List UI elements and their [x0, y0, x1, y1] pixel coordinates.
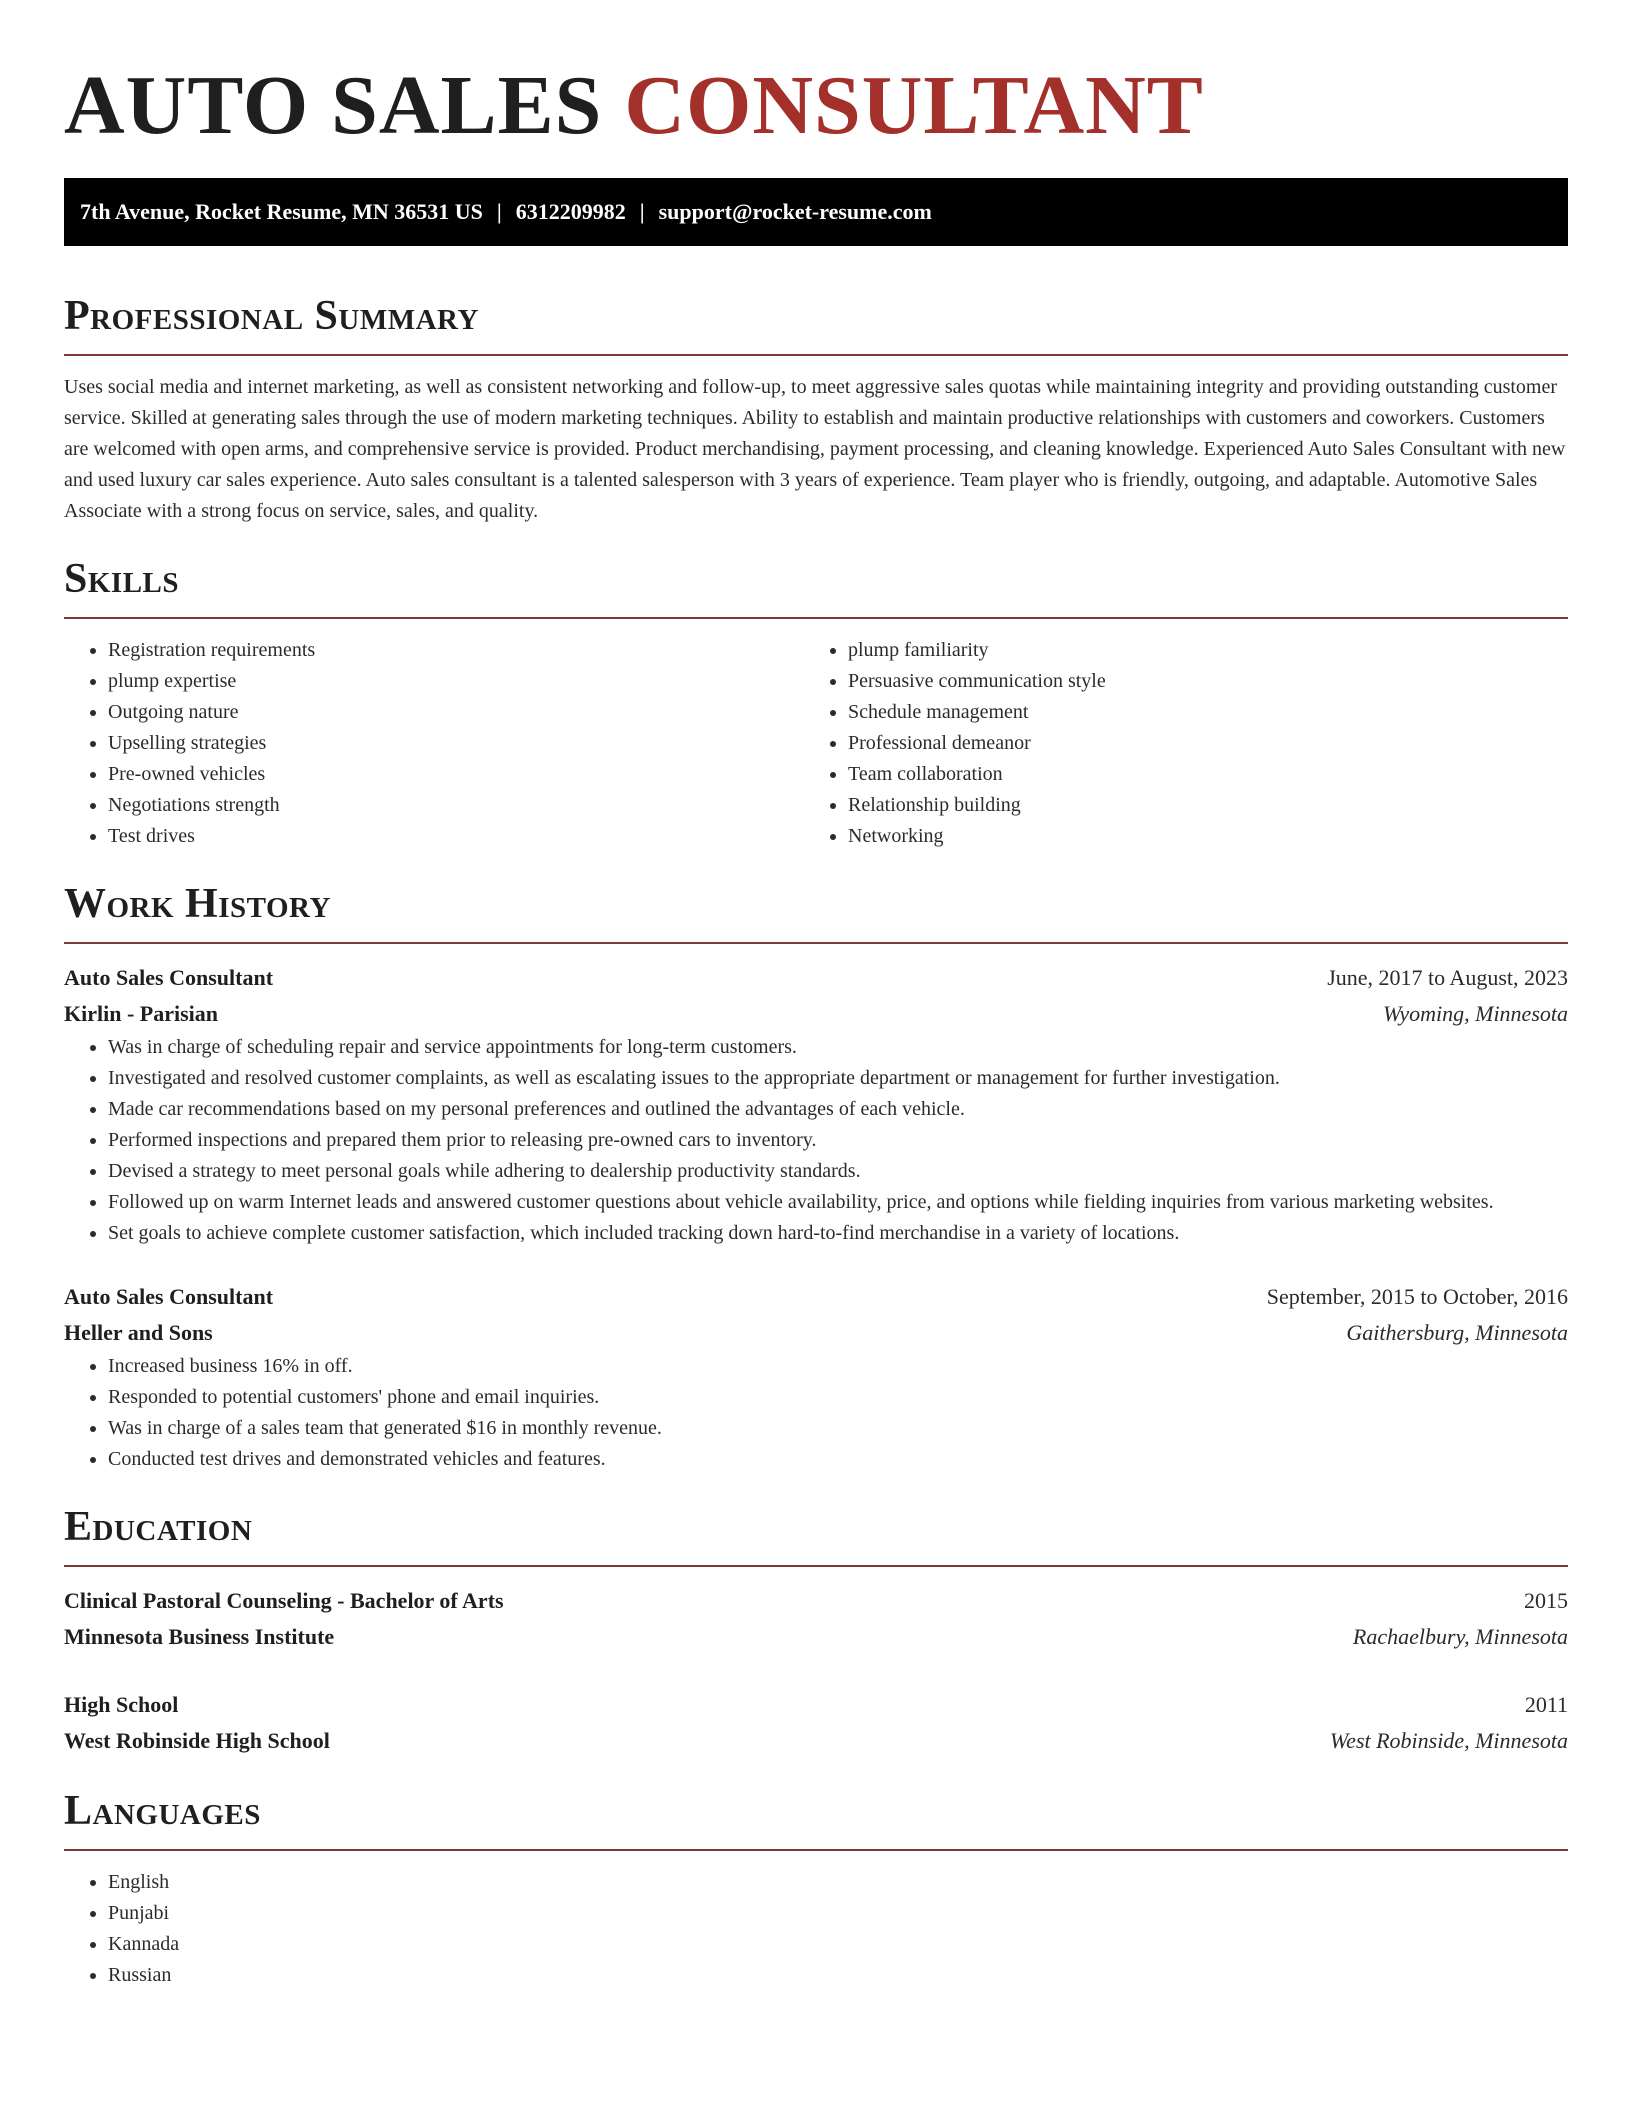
skill-item: • Team collaboration — [848, 759, 1544, 790]
job-position: Auto Sales Consultant — [64, 1284, 274, 1309]
education-school: Minnesota Business Institute — [64, 1624, 335, 1649]
skills-section — [64, 553, 1568, 852]
job-bullet: • Was in charge of a sales team that generated $16 in monthly revenue. — [108, 1413, 1568, 1444]
job-bullet: • Was in charge of scheduling repair and service appointments for long-term customers. — [108, 1032, 1568, 1063]
contact-address: 7th Avenue, Rocket Resume, MN 36531 US — [80, 199, 483, 224]
education-location: Rachaelbury, Minnesota — [1352, 1624, 1568, 1649]
education-degree-row — [64, 1583, 1568, 1619]
skill-item: • Upselling strategies — [108, 728, 804, 759]
job-bullet: • Investigated and resolved customer complaints, as well as escalating issues to the appropriate department or management for further investigation. — [108, 1063, 1568, 1094]
section-divider — [64, 354, 1568, 356]
job-company-row — [64, 1315, 1568, 1351]
job-bullet: • Responded to potential customers' phone and email inquiries. — [108, 1382, 1568, 1413]
job-entry — [64, 1279, 1568, 1475]
education-school-row — [64, 1723, 1568, 1759]
job-entry — [64, 960, 1568, 1249]
language-item: • Punjabi — [108, 1898, 1568, 1929]
section-title-education: Education — [64, 1504, 253, 1550]
education-section — [64, 1501, 1568, 1759]
job-bullet: • Conducted test drives and demonstrated vehicles and features. — [108, 1444, 1568, 1475]
job-bullet: • Increased business 16% in off. — [108, 1351, 1568, 1382]
skill-item: • Pre-owned vehicles — [108, 759, 804, 790]
education-location: West Robinside, Minnesota — [1329, 1728, 1568, 1753]
job-bullet: • Devised a strategy to meet personal goals while adhering to dealership productivity standards. — [108, 1156, 1568, 1187]
education-school-row — [64, 1619, 1568, 1655]
education-year: 2015 — [1524, 1588, 1568, 1613]
skill-item: • Persuasive communication style — [848, 666, 1544, 697]
skill-item: • plump familiarity — [848, 635, 1544, 666]
job-company: Kirlin - Parisian — [64, 1001, 218, 1026]
section-title-languages: Languages — [64, 1788, 261, 1834]
languages-list — [64, 1867, 1568, 1991]
contact-separator: | — [496, 199, 502, 224]
skills-column-left — [64, 635, 804, 852]
languages-section — [64, 1785, 1568, 1991]
education-degree-row — [64, 1687, 1568, 1723]
education-entry — [64, 1583, 1568, 1655]
contact-email: support@rocket-resume.com — [658, 199, 932, 224]
skill-item: • Professional demeanor — [848, 728, 1544, 759]
section-title-work-history: Work History — [64, 881, 331, 927]
section-divider — [64, 1565, 1568, 1567]
job-dates: September, 2015 to October, 2016 — [1266, 1284, 1568, 1309]
skill-item: • Networking — [848, 821, 1544, 852]
resume-name — [64, 56, 1568, 156]
contact-phone: 6312209982 — [515, 199, 626, 224]
language-item: • English — [108, 1867, 1568, 1898]
skill-item: • Outgoing nature — [108, 697, 804, 728]
job-bullets — [64, 1032, 1568, 1249]
name-first: AUTO SALES — [64, 59, 603, 152]
job-company-row — [64, 996, 1568, 1032]
section-title-skills: Skills — [64, 556, 180, 602]
education-degree: High School — [64, 1692, 179, 1717]
language-item: • Russian — [108, 1960, 1568, 1991]
name-last: CONSULTANT — [624, 59, 1204, 152]
job-bullet: • Followed up on warm Internet leads and answered customer questions about vehicle availability, price, and options while fielding inquiries from various marketing websites. — [108, 1187, 1568, 1218]
section-divider — [64, 617, 1568, 619]
skill-item: • Test drives — [108, 821, 804, 852]
skill-item: • plump expertise — [108, 666, 804, 697]
job-dates: June, 2017 to August, 2023 — [1327, 965, 1568, 990]
summary-text: Uses social media and internet marketing, as well as consistent networking and follow-up, to meet aggressive sales quotas while maintaining integrity and providing outstanding customer service. Skilled at generating sales through the use of modern marketing techniques. Ability to establish and maintain productive relationships with customers and coworkers. Customers are welcomed with open arms, and comprehensive service is provided. Product merchandising, payment processing, and cleaning knowledge. Experienced Auto Sales Consultant with new and used luxury car sales experience. Auto sales consultant is a talented salesperson with 3 years of experience. Team player who is friendly, outgoing, and adaptable. Automotive Sales Associate with a strong focus on service, sales, and quality. — [64, 376, 1566, 522]
section-divider — [64, 1849, 1568, 1851]
job-bullet: • Made car recommendations based on my personal preferences and outlined the advantages of each vehicle. — [108, 1094, 1568, 1125]
skill-item: • Registration requirements — [108, 635, 804, 666]
skill-item: • Relationship building — [848, 790, 1544, 821]
job-bullet: • Performed inspections and prepared them prior to releasing pre-owned cars to inventory. — [108, 1125, 1568, 1156]
skills-column-right — [804, 635, 1544, 852]
job-location: Gaithersburg, Minnesota — [1346, 1320, 1568, 1345]
job-bullets — [64, 1351, 1568, 1475]
job-header-row — [64, 960, 1568, 996]
contact-bar — [64, 178, 1568, 246]
education-degree: Clinical Pastoral Counseling - Bachelor of Arts — [64, 1588, 504, 1613]
skill-item: • Negotiations strength — [108, 790, 804, 821]
job-header-row — [64, 1279, 1568, 1315]
education-school: West Robinside High School — [64, 1728, 330, 1753]
education-year: 2011 — [1524, 1692, 1568, 1717]
job-company: Heller and Sons — [64, 1320, 213, 1345]
skill-item: • Schedule management — [848, 697, 1544, 728]
job-bullet: • Set goals to achieve complete customer satisfaction, which included tracking down hard-to-find merchandise in a variety of locations. — [108, 1218, 1568, 1249]
education-entry — [64, 1687, 1568, 1759]
skills-grid — [64, 635, 1568, 852]
work-history-section — [64, 878, 1568, 1475]
contact-separator: | — [639, 199, 645, 224]
job-location: Wyoming, Minnesota — [1383, 1001, 1568, 1026]
job-position: Auto Sales Consultant — [64, 965, 274, 990]
resume-page — [64, 0, 1568, 1991]
section-title-summary: Professional Summary — [64, 293, 479, 339]
summary-section — [64, 290, 1568, 527]
section-divider — [64, 942, 1568, 944]
language-item: • Kannada — [108, 1929, 1568, 1960]
